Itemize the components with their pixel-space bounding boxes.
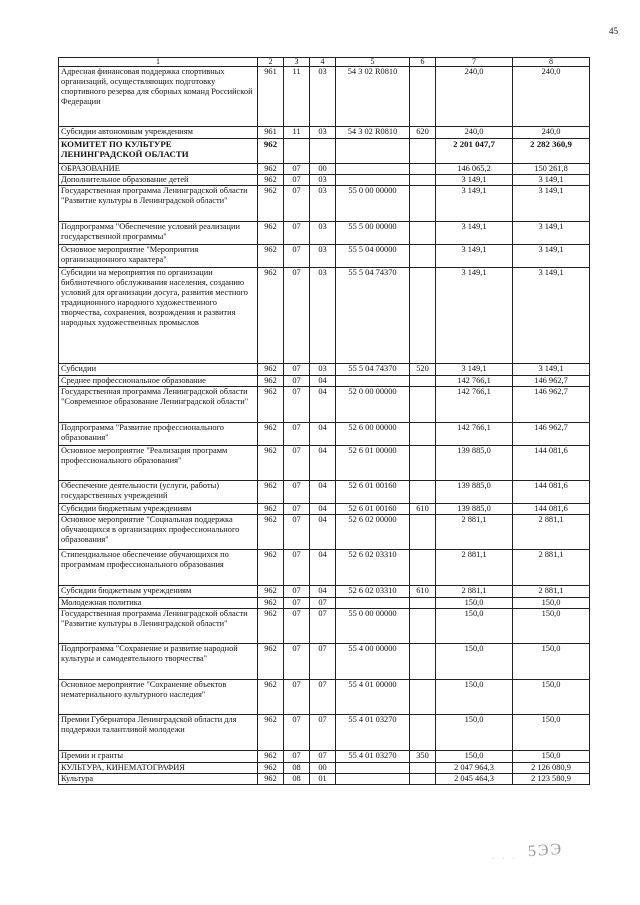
subsection-code: 03 (310, 186, 336, 222)
amount-year-1: 2 881,1 (436, 515, 513, 550)
subsection-code: 04 (310, 586, 336, 598)
amount-year-1: 3 149,1 (436, 186, 513, 222)
ministry-code: 962 (258, 751, 284, 763)
table-row (59, 774, 590, 785)
section-code: 07 (284, 715, 310, 751)
ministry-code: 962 (258, 504, 284, 515)
target-article-code: 54 3 02 R0810 (336, 67, 410, 127)
target-article-code: 55 4 01 03270 (336, 715, 410, 751)
amount-year-2: 3 149,1 (513, 364, 590, 376)
section-code: 07 (284, 515, 310, 550)
ministry-code: 962 (258, 550, 284, 586)
amount-year-2: 150 261,8 (513, 164, 590, 175)
target-article-code: 52 6 02 00000 (336, 515, 410, 550)
amount-year-1: 3 149,1 (436, 222, 513, 245)
page-stamp: 5ЭЭ (527, 840, 564, 861)
row-name: Субсидии бюджетным учреждениям (59, 586, 258, 598)
expense-type-code (410, 376, 436, 387)
subsection-code: 07 (310, 715, 336, 751)
row-name: КОМИТЕТ ПО КУЛЬТУРЕ ЛЕНИНГРАДСКОЙ ОБЛАСТИ (59, 139, 258, 164)
subsection-code: 03 (310, 127, 336, 139)
subsection-code: 07 (310, 680, 336, 715)
amount-year-2: 144 081,6 (513, 446, 590, 481)
row-name: Среднее профессиональное образование (59, 376, 258, 387)
target-article-code (336, 376, 410, 387)
subsection-code: 04 (310, 446, 336, 481)
amount-year-2: 3 149,1 (513, 186, 590, 222)
column-number-3: 3 (284, 58, 310, 67)
subsection-code: 04 (310, 550, 336, 586)
amount-year-2: 3 149,1 (513, 222, 590, 245)
table-row (59, 586, 590, 598)
amount-year-2: 150,0 (513, 598, 590, 609)
table-row (59, 644, 590, 680)
amount-year-1: 139 885,0 (436, 481, 513, 504)
table-row (59, 164, 590, 175)
expense-type-code: 350 (410, 751, 436, 763)
table-row (59, 423, 590, 446)
ministry-code: 962 (258, 175, 284, 186)
target-article-code (336, 774, 410, 785)
ministry-code: 962 (258, 164, 284, 175)
target-article-code: 52 6 01 00000 (336, 446, 410, 481)
subsection-code: 03 (310, 67, 336, 127)
table-row (59, 186, 590, 222)
target-article-code: 55 5 00 00000 (336, 222, 410, 245)
amount-year-2: 2 881,1 (513, 550, 590, 586)
expense-type-code (410, 644, 436, 680)
subsection-code: 03 (310, 364, 336, 376)
section-code: 11 (284, 67, 310, 127)
amount-year-2: 2 282 360,9 (513, 139, 590, 164)
row-name: Молодежная политика (59, 598, 258, 609)
section-code: 07 (284, 175, 310, 186)
table-row (59, 364, 590, 376)
amount-year-1: 150,0 (436, 644, 513, 680)
subsection-code: 03 (310, 268, 336, 364)
expense-type-code (410, 763, 436, 774)
amount-year-2: 146 962,7 (513, 423, 590, 446)
expense-type-code (410, 515, 436, 550)
amount-year-1: 2 881,1 (436, 586, 513, 598)
table-row (59, 550, 590, 586)
target-article-code: 55 5 04 74370 (336, 268, 410, 364)
amount-year-2: 2 123 580,9 (513, 774, 590, 785)
amount-year-1: 2 047 964,3 (436, 763, 513, 774)
ministry-code: 962 (258, 515, 284, 550)
target-article-code (336, 164, 410, 175)
subsection-code: 07 (310, 751, 336, 763)
ministry-code: 962 (258, 598, 284, 609)
section-code: 07 (284, 446, 310, 481)
table-row (59, 715, 590, 751)
subsection-code: 07 (310, 609, 336, 644)
subsection-code: 00 (310, 763, 336, 774)
table-row (59, 481, 590, 504)
amount-year-1: 146 065,2 (436, 164, 513, 175)
row-name: Премии Губернатора Ленинградской области для поддержки талантливой молодежи (59, 715, 258, 751)
table-row (59, 387, 590, 423)
expense-type-code: 610 (410, 504, 436, 515)
amount-year-1: 142 766,1 (436, 376, 513, 387)
ministry-code: 962 (258, 763, 284, 774)
ministry-code: 961 (258, 67, 284, 127)
table-row (59, 127, 590, 139)
section-code (284, 139, 310, 164)
amount-year-2: 2 881,1 (513, 586, 590, 598)
expense-type-code (410, 222, 436, 245)
table-row (59, 222, 590, 245)
ministry-code: 962 (258, 715, 284, 751)
target-article-code: 52 6 01 00160 (336, 504, 410, 515)
column-number-8: 8 (513, 58, 590, 67)
amount-year-1: 3 149,1 (436, 175, 513, 186)
table-body (59, 67, 590, 785)
amount-year-1: 139 885,0 (436, 504, 513, 515)
target-article-code (336, 175, 410, 186)
expense-type-code (410, 481, 436, 504)
column-number-2: 2 (258, 58, 284, 67)
section-code: 07 (284, 364, 310, 376)
row-name: Обеспечение деятельности (услуги, работы) государственных учреждений (59, 481, 258, 504)
row-name: Субсидии бюджетным учреждениям (59, 504, 258, 515)
section-code: 07 (284, 376, 310, 387)
section-code: 08 (284, 774, 310, 785)
amount-year-1: 142 766,1 (436, 387, 513, 423)
amount-year-2: 146 962,7 (513, 376, 590, 387)
table-row (59, 751, 590, 763)
expense-type-code (410, 175, 436, 186)
expense-type-code (410, 245, 436, 268)
amount-year-1: 2 881,1 (436, 550, 513, 586)
ministry-code: 962 (258, 481, 284, 504)
table-row (59, 680, 590, 715)
section-code: 11 (284, 127, 310, 139)
table-row (59, 139, 590, 164)
expense-type-code (410, 268, 436, 364)
expense-type-code (410, 387, 436, 423)
row-name: Основное мероприятие "Сохранение объектов нематериального культурного наследия" (59, 680, 258, 715)
table-row (59, 245, 590, 268)
amount-year-2: 150,0 (513, 715, 590, 751)
row-name: Основное мероприятие "Социальная поддержка обучающихся в организациях профессионального образования" (59, 515, 258, 550)
row-name: Субсидии на мероприятия по организации библиотечного обслуживания населения, созданию условий для организации досуга, развития местного традиционного народного художественного творчества, сохранения, возрождения и развития народных художественных промыслов (59, 268, 258, 364)
ministry-code: 962 (258, 245, 284, 268)
subsection-code: 07 (310, 598, 336, 609)
ministry-code: 962 (258, 186, 284, 222)
subsection-code: 07 (310, 644, 336, 680)
expense-type-code (410, 609, 436, 644)
subsection-code: 04 (310, 515, 336, 550)
target-article-code: 55 4 00 00000 (336, 644, 410, 680)
amount-year-1: 150,0 (436, 715, 513, 751)
section-code: 07 (284, 504, 310, 515)
target-article-code: 55 0 00 00000 (336, 609, 410, 644)
section-code: 08 (284, 763, 310, 774)
section-code: 07 (284, 481, 310, 504)
row-name: КУЛЬТУРА, КИНЕМАТОГРАФИЯ (59, 763, 258, 774)
row-name: Государственная программа Ленинградской области "Развитие культуры в Ленинградской области" (59, 609, 258, 644)
subsection-code: 01 (310, 774, 336, 785)
amount-year-1: 150,0 (436, 609, 513, 644)
expense-type-code (410, 680, 436, 715)
section-code: 07 (284, 598, 310, 609)
section-code: 07 (284, 164, 310, 175)
section-code: 07 (284, 644, 310, 680)
target-article-code (336, 139, 410, 164)
row-name: Субсидии (59, 364, 258, 376)
amount-year-1: 2 045 464,3 (436, 774, 513, 785)
target-article-code: 55 4 01 00000 (336, 680, 410, 715)
section-code: 07 (284, 751, 310, 763)
expense-type-code (410, 164, 436, 175)
amount-year-1: 240,0 (436, 127, 513, 139)
target-article-code: 55 0 00 00000 (336, 186, 410, 222)
row-name: Премии и гранты (59, 751, 258, 763)
target-article-code: 55 5 04 00000 (336, 245, 410, 268)
expense-type-code (410, 598, 436, 609)
amount-year-2: 150,0 (513, 751, 590, 763)
ministry-code: 962 (258, 774, 284, 785)
row-name: Подпрограмма "Развитие профессионального образования" (59, 423, 258, 446)
ministry-code: 962 (258, 268, 284, 364)
section-code: 07 (284, 387, 310, 423)
ministry-code: 962 (258, 680, 284, 715)
column-number-6: 6 (410, 58, 436, 67)
amount-year-2: 150,0 (513, 609, 590, 644)
column-number-5: 5 (336, 58, 410, 67)
table-row (59, 515, 590, 550)
amount-year-2: 2 126 080,9 (513, 763, 590, 774)
target-article-code: 52 6 02 03310 (336, 550, 410, 586)
expense-type-code (410, 139, 436, 164)
expense-type-code: 520 (410, 364, 436, 376)
table-header (59, 58, 590, 67)
row-name: Подпрограмма "Обеспечение условий реализации государственной программы" (59, 222, 258, 245)
expense-type-code (410, 67, 436, 127)
expense-type-code (410, 423, 436, 446)
ministry-code: 962 (258, 644, 284, 680)
expense-type-code (410, 550, 436, 586)
row-name: ОБРАЗОВАНИЕ (59, 164, 258, 175)
ministry-code: 962 (258, 364, 284, 376)
amount-year-2: 3 149,1 (513, 245, 590, 268)
ministry-code: 962 (258, 609, 284, 644)
table-row (59, 598, 590, 609)
amount-year-1: 3 149,1 (436, 245, 513, 268)
section-code: 07 (284, 245, 310, 268)
subsection-code: 04 (310, 387, 336, 423)
subsection-code: 04 (310, 376, 336, 387)
table-row (59, 763, 590, 774)
ministry-code: 962 (258, 376, 284, 387)
ministry-code: 962 (258, 446, 284, 481)
ministry-code: 962 (258, 423, 284, 446)
table-row (59, 504, 590, 515)
target-article-code: 52 6 01 00160 (336, 481, 410, 504)
amount-year-2: 144 081,6 (513, 481, 590, 504)
table-row (59, 67, 590, 127)
subsection-code: 03 (310, 222, 336, 245)
scan-marks: · · · (492, 855, 518, 863)
section-code: 07 (284, 550, 310, 586)
subsection-code (310, 139, 336, 164)
target-article-code: 54 3 02 R0810 (336, 127, 410, 139)
amount-year-1: 150,0 (436, 680, 513, 715)
amount-year-2: 150,0 (513, 680, 590, 715)
section-code: 07 (284, 680, 310, 715)
table-row (59, 376, 590, 387)
ministry-code: 962 (258, 222, 284, 245)
table-row (59, 175, 590, 186)
amount-year-2: 144 081,6 (513, 504, 590, 515)
ministry-code: 962 (258, 586, 284, 598)
expense-type-code: 620 (410, 127, 436, 139)
target-article-code: 55 4 01 03270 (336, 751, 410, 763)
amount-year-1: 142 766,1 (436, 423, 513, 446)
amount-year-1: 3 149,1 (436, 268, 513, 364)
target-article-code: 52 6 02 03310 (336, 586, 410, 598)
column-number-4: 4 (310, 58, 336, 67)
section-code: 07 (284, 609, 310, 644)
expense-type-code (410, 446, 436, 481)
amount-year-2: 2 881,1 (513, 515, 590, 550)
ministry-code: 962 (258, 387, 284, 423)
amount-year-2: 150,0 (513, 644, 590, 680)
page-number: 45 (609, 26, 618, 36)
ministry-code: 962 (258, 139, 284, 164)
row-name: Государственная программа Ленинградской области "Современное образование Ленинградской области" (59, 387, 258, 423)
amount-year-2: 240,0 (513, 127, 590, 139)
amount-year-1: 139 885,0 (436, 446, 513, 481)
ministry-code: 961 (258, 127, 284, 139)
amount-year-2: 146 962,7 (513, 387, 590, 423)
row-name: Основное мероприятие "Мероприятия организационного характера" (59, 245, 258, 268)
table-row (59, 446, 590, 481)
target-article-code (336, 763, 410, 774)
expense-type-code (410, 186, 436, 222)
amount-year-2: 3 149,1 (513, 175, 590, 186)
subsection-code: 04 (310, 481, 336, 504)
table-row (59, 609, 590, 644)
row-name: Адресная финансовая поддержка спортивных организаций, осуществляющих подготовку спортивного резерва для сборных команд Российской Федерации (59, 67, 258, 127)
amount-year-1: 240,0 (436, 67, 513, 127)
row-name: Субсидии автономным учреждениям (59, 127, 258, 139)
row-name: Подпрограмма "Сохранение и развитие народной культуры и самодеятельного творчества" (59, 644, 258, 680)
expense-type-code (410, 774, 436, 785)
row-name: Стипендиальное обеспечение обучающихся по программам профессионального образования (59, 550, 258, 586)
budget-table (58, 57, 590, 785)
amount-year-1: 3 149,1 (436, 364, 513, 376)
row-name: Основное мероприятие "Реализация программ профессионального образования" (59, 446, 258, 481)
amount-year-2: 3 149,1 (513, 268, 590, 364)
target-article-code: 55 5 04 74370 (336, 364, 410, 376)
amount-year-1: 150,0 (436, 751, 513, 763)
expense-type-code: 610 (410, 586, 436, 598)
subsection-code: 00 (310, 164, 336, 175)
column-number-1: 1 (59, 58, 258, 67)
subsection-code: 03 (310, 245, 336, 268)
subsection-code: 03 (310, 175, 336, 186)
amount-year-1: 150,0 (436, 598, 513, 609)
target-article-code: 52 6 00 00000 (336, 423, 410, 446)
subsection-code: 04 (310, 504, 336, 515)
amount-year-2: 240,0 (513, 67, 590, 127)
expense-type-code (410, 715, 436, 751)
column-number-7: 7 (436, 58, 513, 67)
section-code: 07 (284, 423, 310, 446)
section-code: 07 (284, 186, 310, 222)
target-article-code: 52 0 00 00000 (336, 387, 410, 423)
target-article-code (336, 598, 410, 609)
section-code: 07 (284, 268, 310, 364)
header-row (59, 58, 590, 67)
subsection-code: 04 (310, 423, 336, 446)
table-row (59, 268, 590, 364)
section-code: 07 (284, 586, 310, 598)
amount-year-1: 2 201 047,7 (436, 139, 513, 164)
row-name: Дополнительное образование детей (59, 175, 258, 186)
row-name: Государственная программа Ленинградской области "Развитие культуры в Ленинградской области" (59, 186, 258, 222)
section-code: 07 (284, 222, 310, 245)
row-name: Культура (59, 774, 258, 785)
